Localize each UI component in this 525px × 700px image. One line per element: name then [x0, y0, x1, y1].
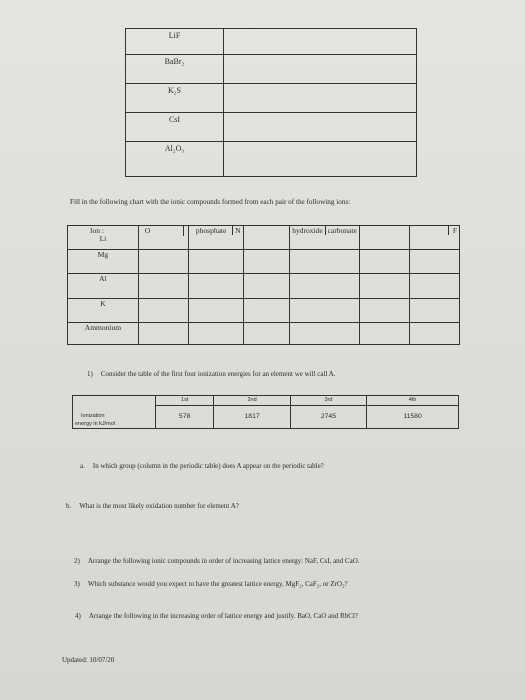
answer-cell[interactable]	[224, 29, 417, 55]
header-cell	[410, 226, 460, 250]
ie-value-1: 578	[156, 405, 214, 428]
corner-cell	[68, 226, 139, 250]
answer-cell[interactable]	[410, 250, 460, 274]
question-1-text: Consider the table of the first four ionization energies for an element we will call A.	[100, 370, 336, 378]
answer-cell[interactable]	[359, 274, 409, 298]
answer-cell[interactable]	[410, 274, 460, 298]
compounds-table	[125, 28, 417, 177]
question-2-text: Arrange the following ionic compounds in order of increasing lattice energy: NaF, CsI, and CaO.	[87, 557, 360, 565]
answer-cell[interactable]	[138, 298, 188, 322]
answer-cell[interactable]	[138, 322, 188, 344]
question-3	[74, 580, 347, 588]
row-label-li: Li	[99, 234, 107, 243]
compound-label: BaBr₂	[164, 57, 185, 66]
ie-value-3: 2745	[290, 405, 366, 428]
answer-cell[interactable]	[243, 322, 290, 344]
question-1	[87, 370, 336, 378]
answer-cell[interactable]	[138, 250, 188, 274]
compound-label: Al₂O₃	[164, 144, 185, 153]
ie-value-4: 11580	[367, 405, 459, 428]
ion-corner-label: Ion :	[90, 226, 104, 235]
row-label-k: K	[68, 298, 139, 322]
question-2	[74, 557, 360, 565]
answer-cell[interactable]	[188, 322, 243, 344]
header-f: F	[448, 226, 459, 235]
question-3-text: Which substance would you expect to have the greatest lattice energy, MgF₂, CaF₂, or ZrO₂?	[87, 580, 348, 588]
header-carbonate: carbonate	[325, 226, 359, 235]
ie-header-2: 2nd	[214, 396, 290, 406]
answer-cell[interactable]	[359, 250, 409, 274]
answer-cell[interactable]	[188, 274, 243, 298]
answer-cell[interactable]	[243, 250, 290, 274]
updated-date: Updated: 10/07/20	[62, 656, 115, 664]
question-a	[80, 462, 324, 470]
answer-cell[interactable]	[243, 298, 290, 322]
question-b-text: What is the most likely oxidation number for element A?	[79, 502, 239, 510]
header-o: O	[144, 226, 151, 235]
question-a-text: In which group (column in the periodic table) does A appear on the periodic table?	[92, 462, 324, 470]
header-cell	[359, 226, 409, 250]
header-cell	[290, 226, 360, 250]
answer-cell[interactable]	[188, 250, 243, 274]
instruction-caption: Fill in the following chart with the ionic compounds formed from each pair of the following ions:	[70, 198, 351, 206]
answer-cell[interactable]	[224, 113, 417, 142]
answer-cell[interactable]	[290, 274, 360, 298]
question-4	[75, 612, 358, 620]
header-phosphate: phosphate	[195, 226, 227, 235]
compound-label: CsI	[168, 115, 181, 124]
question-4-number: 4)	[75, 612, 81, 620]
row-label-al: Al	[68, 274, 139, 298]
ionization-label-line1: Ionization	[81, 413, 105, 419]
compound-label: K₂S	[167, 86, 181, 95]
ionization-label-line2: energy in kJ/mol	[75, 421, 116, 427]
answer-cell[interactable]	[359, 298, 409, 322]
question-b	[66, 502, 239, 510]
row-label-ammonium: Ammonium	[68, 322, 139, 344]
answer-cell[interactable]	[290, 322, 360, 344]
ionization-label	[73, 396, 156, 429]
header-n: N	[232, 226, 242, 235]
ie-header-1: 1st	[156, 396, 214, 406]
answer-cell[interactable]	[188, 298, 243, 322]
answer-cell[interactable]	[290, 250, 360, 274]
ions-table	[67, 225, 460, 345]
answer-cell[interactable]	[224, 84, 417, 113]
question-a-letter: a.	[80, 462, 85, 470]
answer-cell[interactable]	[410, 322, 460, 344]
answer-cell[interactable]	[243, 274, 290, 298]
answer-cell[interactable]	[410, 298, 460, 322]
answer-cell[interactable]	[224, 55, 417, 84]
ionization-table	[72, 395, 459, 429]
question-3-number: 3)	[74, 580, 80, 588]
answer-cell[interactable]	[290, 298, 360, 322]
question-1-number: 1)	[87, 370, 93, 378]
header-cell	[138, 226, 188, 250]
answer-cell[interactable]	[224, 142, 417, 177]
ie-header-4: 4th	[367, 396, 459, 406]
ie-header-3: 3rd	[290, 396, 366, 406]
answer-cell[interactable]	[138, 274, 188, 298]
question-4-text: Arrange the following in the increasing order of lattice energy and justify. BaO, CaO and RbCl?	[88, 612, 358, 620]
compound-label: LiF	[168, 31, 181, 40]
row-label-mg: Mg	[68, 250, 139, 274]
header-hydroxide: hydroxide	[292, 226, 323, 235]
answer-cell[interactable]	[359, 322, 409, 344]
header-cell	[188, 226, 243, 250]
question-2-number: 2)	[74, 557, 80, 565]
header-cell	[243, 226, 290, 250]
question-b-letter: b.	[66, 502, 72, 510]
ie-value-2: 1817	[214, 405, 290, 428]
